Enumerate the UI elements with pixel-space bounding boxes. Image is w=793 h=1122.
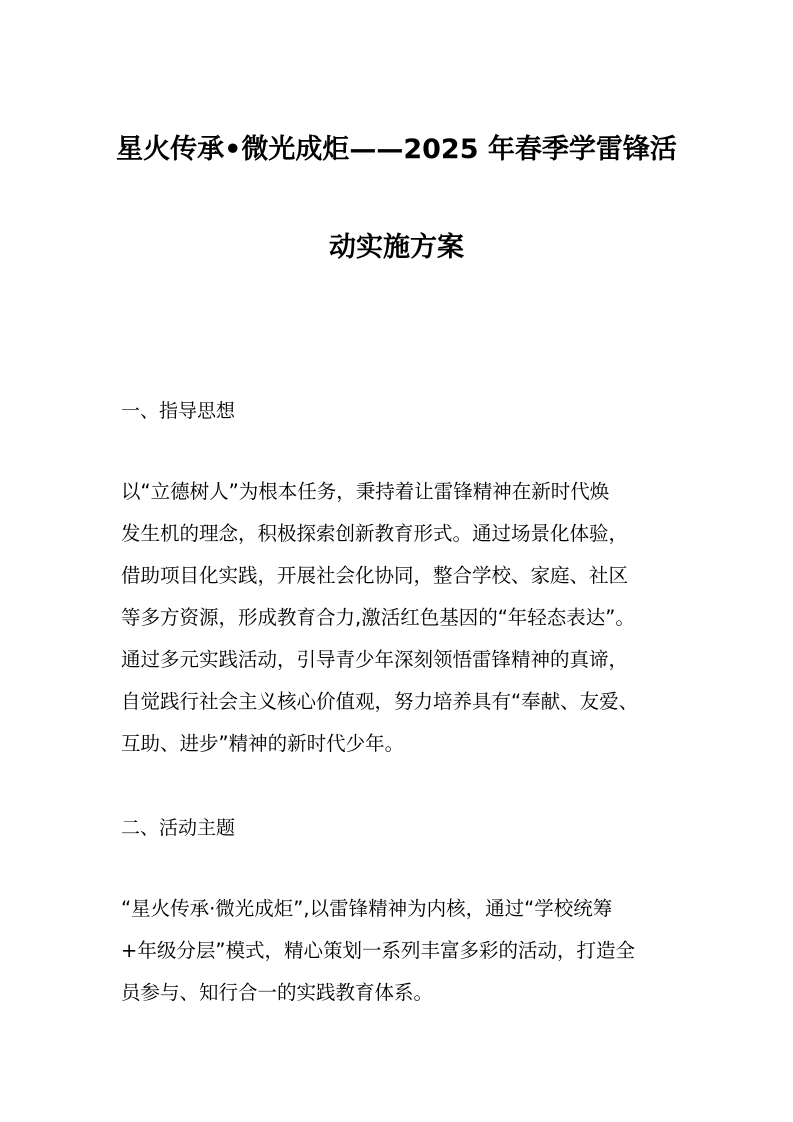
paragraph-line: 发生机的理念，积极探索创新教育形式。通过场景化体验，	[121, 522, 629, 545]
section-heading-activity-theme: 二、活动主题	[121, 817, 236, 839]
paragraph-line: 自觉践行社会主义核心价值观，努力培养具有“奉献、友爱、	[121, 690, 639, 713]
section-heading-guiding-ideology: 一、指导思想	[121, 400, 236, 422]
paragraph-line: “星火传承·微光成炬”,以雷锋精神为内核，通过“学校统筹	[121, 897, 613, 920]
paragraph-line: 员参与、知行合一的实践教育体系。	[121, 981, 434, 1004]
paragraph-line: +年级分层”模式，精心策划一系列丰富多彩的活动，打造全	[121, 939, 635, 962]
paragraph-line: 借助项目化实践，开展社会化协同，整合学校、家庭、社区	[121, 564, 629, 587]
document-title-line-1: 星火传承•微光成炬——2025 年春季学雷锋活	[116, 134, 677, 165]
paragraph-line: 通过多元实践活动，引导青少年深刻领悟雷锋精神的真谛，	[121, 648, 629, 671]
paragraph-line: 等多方资源，形成教育合力,激活红色基因的“年轻态表达”。	[121, 606, 635, 629]
paragraph-line: 以“立德树人”为根本任务，秉持着让雷锋精神在新时代焕	[121, 480, 610, 503]
document-title-line-2: 动实施方案	[329, 232, 464, 263]
paragraph-line: 互助、进步”精神的新时代少年。	[121, 732, 405, 755]
